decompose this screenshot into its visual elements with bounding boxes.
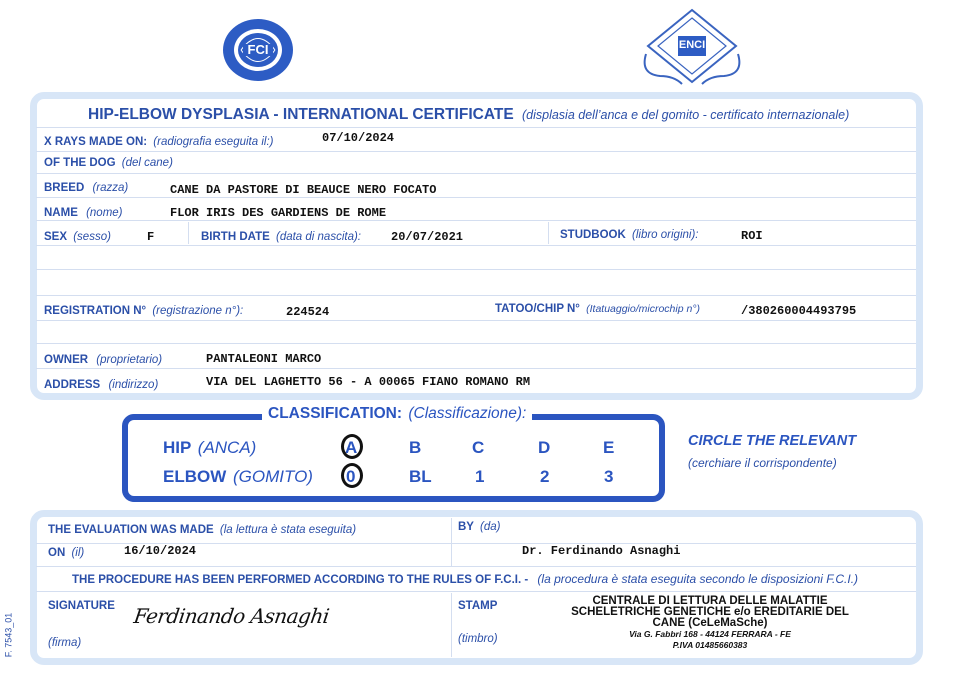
evaluation-by-label: BY (da) <box>458 521 501 533</box>
signature-label-it: (firma) <box>48 637 82 649</box>
studbook-value: ROI <box>741 229 763 243</box>
hip-label: HIP (ANCA) <box>163 438 257 457</box>
sex-label: SEX (sesso) <box>44 231 111 243</box>
birth-date-value: 20/07/2021 <box>391 230 464 244</box>
sex-value: F <box>147 230 155 244</box>
owner-value: PANTALEONI MARCO <box>206 352 322 366</box>
name-label: NAME (nome) <box>44 207 123 219</box>
form-code: F. 7543_01 <box>3 612 14 658</box>
classification-box <box>122 414 665 502</box>
evaluation-label: THE EVALUATION WAS MADE (la lettura è stata eseguita) <box>48 524 357 536</box>
hip-grade-c[interactable]: C <box>472 438 485 457</box>
stamp-line-1: CENTRALE DI LETTURA DELLE MALATTIE <box>592 595 828 607</box>
hip-grade-a-circle <box>341 434 363 459</box>
signature-label: SIGNATURE <box>48 600 115 612</box>
elbow-grade-2[interactable]: 2 <box>540 467 550 486</box>
hip-grade-b[interactable]: B <box>409 438 422 457</box>
owner-label: OWNER (proprietario) <box>44 354 163 366</box>
address-value: VIA DEL LAGHETTO 56 - A 00065 FIANO ROMANO RM <box>206 375 531 389</box>
procedure-statement: THE PROCEDURE HAS BEEN PERFORMED ACCORDING TO THE RULES OF F.C.I. - (la procedura è stata eseguita secondo le disposizioni F.C.I.) <box>72 572 859 586</box>
evaluation-by-value: Dr. Ferdinando Asnaghi <box>522 544 681 558</box>
chip-label: TATOO/CHIP N° (Itatuaggio/microchip n°) <box>495 303 701 315</box>
evaluation-date-value: 16/10/2024 <box>124 544 197 558</box>
registration-label: REGISTRATION N° (registrazione n°): <box>44 305 244 317</box>
certificate-title: HIP-ELBOW DYSPLASIA - INTERNATIONAL CERTIFICATE (displasia dell’anca e del gomito - certificato internazionale) <box>88 106 850 123</box>
circle-relevant-note-it: (cerchiare il corrispondente) <box>688 456 837 470</box>
elbow-grade-0[interactable]: 0 <box>346 467 356 486</box>
address-label: ADDRESS (indirizzo) <box>44 379 159 391</box>
stamp-label-it: (timbro) <box>458 633 498 645</box>
fci-seal <box>221 17 295 83</box>
stamp-line-2: SCHELETRICHE GENETICHE e/o EREDITARIE DEL <box>571 606 849 618</box>
studbook-label: STUDBOOK (libro origini): <box>560 229 699 241</box>
breed-value: CANE DA PASTORE DI BEAUCE NERO FOCATO <box>170 183 437 197</box>
official-stamp <box>560 596 860 650</box>
chip-value: /380260004493795 <box>741 304 857 318</box>
registration-value: 224524 <box>286 305 330 319</box>
stamp-line-3: CANE (CeLeMaSche) <box>652 617 768 629</box>
enci-seal-text: ENCI <box>678 39 706 51</box>
birth-date-label: BIRTH DATE (data di nascita): <box>201 231 361 243</box>
breed-label: BREED (razza) <box>44 182 129 194</box>
circle-relevant-note: CIRCLE THE RELEVANT <box>688 433 857 449</box>
of-the-dog-label: OF THE DOG (del cane) <box>44 157 173 169</box>
stamp-address: Via G. Fabbri 168 - 44124 FERRARA - FE <box>629 629 791 639</box>
xray-date-value: 07/10/2024 <box>322 131 395 145</box>
xray-date-label: X RAYS MADE ON: (radiografia eseguita il:) <box>44 136 274 148</box>
enci-seal <box>638 6 746 90</box>
elbow-grade-0-circle <box>341 463 363 488</box>
hip-grade-d[interactable]: D <box>538 438 551 457</box>
hip-grade-e[interactable]: E <box>603 438 615 457</box>
evaluation-on-label: ON (il) <box>48 547 85 559</box>
elbow-grade-bl[interactable]: BL <box>409 467 432 486</box>
stamp-label: STAMP <box>458 600 498 612</box>
stamp-piva: P.IVA 01485660383 <box>672 640 748 650</box>
elbow-label: ELBOW (GOMITO) <box>163 467 313 486</box>
name-value: FLOR IRIS DES GARDIENS DE ROME <box>170 206 387 220</box>
handwritten-signature: Ferdinando Asnaghi <box>132 604 331 628</box>
fci-seal-text: FCI <box>247 42 269 57</box>
classification-title: CLASSIFICATION: (Classificazione): <box>262 405 532 423</box>
hip-grade-a[interactable]: A <box>345 438 358 457</box>
certificate-subtitle: (displasia dell’anca e del gomito - certificato internazionale) <box>521 108 850 122</box>
elbow-grade-1[interactable]: 1 <box>475 467 485 486</box>
elbow-grade-3[interactable]: 3 <box>604 467 614 486</box>
